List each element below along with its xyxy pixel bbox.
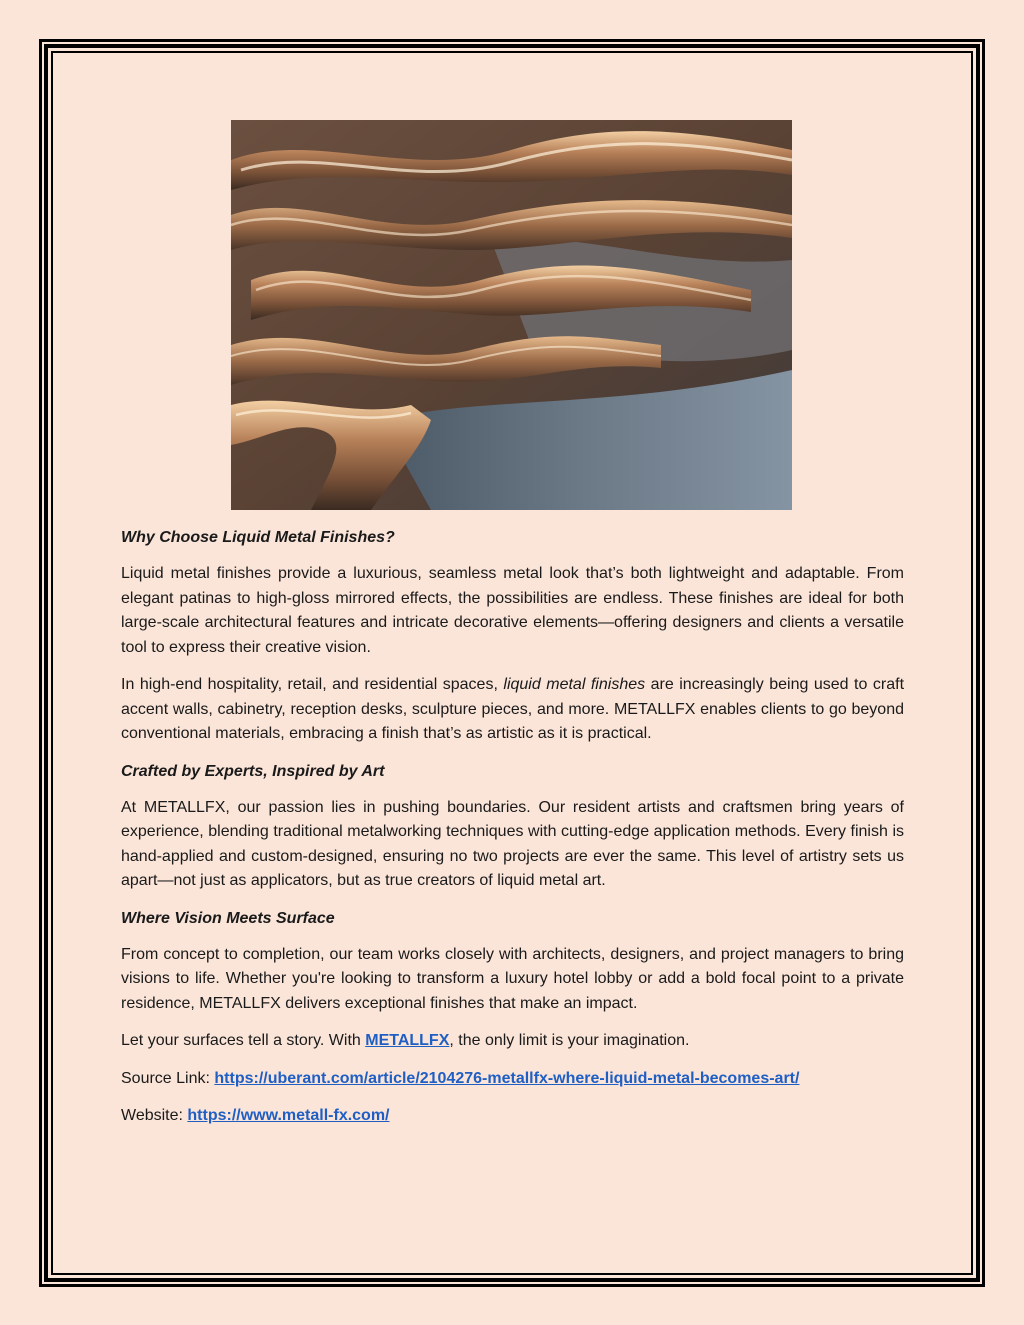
paragraph-spaces <box>121 673 904 747</box>
paragraph-story <box>121 1029 904 1054</box>
source-link[interactable]: https://uberant.com/article/2104276-metallfx-where-liquid-metal-becomes-art/ <box>214 1069 800 1087</box>
website-label: Website: <box>121 1107 188 1124</box>
paragraph-story-before: Let your surfaces tell a story. With <box>121 1032 366 1049</box>
metallfx-link[interactable]: METALLFX <box>365 1032 450 1049</box>
heading-why-choose: Why Choose Liquid Metal Finishes? <box>121 529 395 546</box>
liquid-metal-photo <box>231 120 792 510</box>
paragraph-spaces-before: In high-end hospitality, retail, and residential spaces, <box>121 676 504 693</box>
source-line <box>121 1067 904 1092</box>
paragraph-intro: Liquid metal finishes provide a luxurious, seamless metal look that’s both lightweight and adaptable. From elegant patinas to high-gloss mirrored effects, the possibilities are endless. These finishes are ideal for both large-scale architectural features and intricate decorative elements—offering designers and clients a versatile tool to express their creative vision. <box>121 565 904 656</box>
heading-crafted: Crafted by Experts, Inspired by Art <box>121 762 385 780</box>
emphasis-liquid-metal: liquid metal finishes <box>503 676 646 693</box>
paragraph-spaces-after: are increasingly being used to craft accent walls, cabinetry, reception desks, sculpture pieces, and more. METALLFX enables clients to go beyond conventional materials, embracing a finish that’s as artistic as it is practical. <box>121 676 905 742</box>
website-line <box>121 1104 904 1129</box>
article-body <box>121 522 904 1142</box>
source-label: Source Link: <box>121 1069 215 1087</box>
heading-vision: Where Vision Meets Surface <box>121 909 335 927</box>
website-link[interactable]: https://www.metall-fx.com/ <box>187 1107 390 1124</box>
paragraph-story-after: , the only limit is your imagination. <box>449 1032 690 1049</box>
paragraph-concept: From concept to completion, our team works closely with architects, designers, and project managers to bring visions to life. Whether you're looking to transform a luxury hotel lobby or add a bold focal point to a private residence, METALLFX delivers exceptional finishes that make an impact. <box>121 945 904 1012</box>
paragraph-experts: At METALLFX, our passion lies in pushing boundaries. Our resident artists and craftsmen bring years of experience, blending traditional metalworking techniques with cutting-edge application methods. Every finish is hand-applied and custom-designed, ensuring no two projects are ever the same. This level of artistry sets us apart—not just as applicators, but as true creators of liquid metal art. <box>121 798 904 889</box>
